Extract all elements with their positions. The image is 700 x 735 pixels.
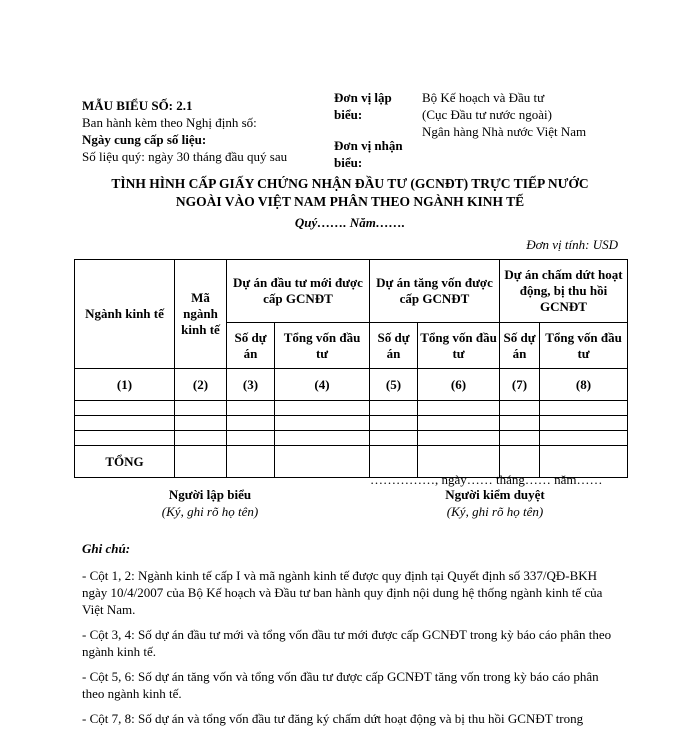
note-item: - Cột 1, 2: Ngành kinh tế cấp I và mã ngành kinh tế được quy định tại Quyết định số 337/QĐ-BKH ngày 10/4/2007 của Bộ Kế hoạch và Đầu tư ban hành quy định nội dung hệ thống ngành kinh tế của Việt Nam. <box>82 568 603 617</box>
sub-count-new: Số dự án <box>227 323 275 369</box>
reviewer-signature <box>410 486 580 520</box>
header-row-1 <box>75 260 628 323</box>
sub-capital-increase: Tổng vốn đầu tư <box>418 323 500 369</box>
signature-date: ……………, ngày…… tháng…… năm…… <box>370 472 603 487</box>
reporting-unit-2: (Cục Đầu tư nước ngoài) <box>422 107 552 122</box>
preparer-signature <box>140 486 280 520</box>
form-issued: Ban hành kèm theo Nghị định số: <box>82 115 257 130</box>
col-number: (8) <box>540 369 628 401</box>
note-item: - Cột 5, 6: Số dự án tăng vốn và tổng vốn đầu tư được cấp GCNĐT tăng vốn trong kỳ báo cáo phân theo ngành kinh tế. <box>82 669 599 701</box>
group-terminated-header: Dự án chấm dứt hoạt động, bị thu hồi GCNĐT <box>500 260 628 323</box>
report-period: Quý……. Năm……. <box>294 215 406 230</box>
currency-unit: Đơn vị tính: USD <box>526 237 618 252</box>
receiving-label-2: biểu: <box>334 155 363 170</box>
col-number: (4) <box>275 369 370 401</box>
col-number: (5) <box>370 369 418 401</box>
preparer-title: Người lập biểu <box>168 487 252 502</box>
report-table <box>74 259 628 478</box>
col-number: (1) <box>75 369 175 401</box>
col-sector-header: Ngành kinh tế <box>75 260 175 369</box>
reporting-unit-1: Bộ Kế hoạch và Đầu tư <box>422 90 545 105</box>
reviewer-note: (Ký, ghi rõ họ tên) <box>446 504 544 519</box>
note-item: - Cột 3, 4: Số dự án đầu tư mới và tổng vốn đầu tư mới được cấp GCNĐT trong kỳ báo cáo phân theo ngành kinh tế. <box>82 627 612 659</box>
title-line-2: NGOÀI VÀO VIỆT NAM PHÂN THEO NGÀNH KINH TẾ <box>175 194 525 209</box>
total-label: TỔNG <box>75 446 175 478</box>
receiving-unit: Ngân hàng Nhà nước Việt Nam <box>422 124 587 139</box>
table-row <box>75 416 628 431</box>
col-number: (6) <box>418 369 500 401</box>
form-info <box>82 97 287 165</box>
col-number: (7) <box>500 369 540 401</box>
preparer-note: (Ký, ghi rõ họ tên) <box>161 504 259 519</box>
reviewer-title: Người kiểm duyệt <box>445 487 545 502</box>
reporting-label-2: biểu: <box>334 107 363 122</box>
unit-values <box>422 89 586 140</box>
column-number-row <box>75 369 628 401</box>
table-row <box>75 431 628 446</box>
title-line-1: TÌNH HÌNH CẤP GIẤY CHỨNG NHẬN ĐẦU TƯ (GCNĐT) TRỰC TIẾP NƯỚC <box>111 176 589 191</box>
receiving-label-1: Đơn vị nhận <box>334 138 403 153</box>
notes-heading: Ghi chú: <box>82 541 131 556</box>
sub-capital-terminated: Tổng vốn đầu tư <box>540 323 628 369</box>
supply-label: Ngày cung cấp số liệu: <box>82 132 207 147</box>
notes-section <box>82 540 622 735</box>
sub-capital-new: Tổng vốn đầu tư <box>275 323 370 369</box>
col-code-header: Mã ngành kinh tế <box>175 260 227 369</box>
sub-count-terminated: Số dự án <box>500 323 540 369</box>
note-item: - Cột 7, 8: Số dự án và tổng vốn đầu tư đăng ký chấm dứt hoạt động và bị thu hồi GCNĐT trong <box>82 711 584 726</box>
table-row <box>75 401 628 416</box>
group-new-header: Dự án đầu tư mới được cấp GCNĐT <box>227 260 370 323</box>
form-code: MẪU BIỂU SỐ: 2.1 <box>82 98 193 113</box>
sub-count-increase: Số dự án <box>370 323 418 369</box>
reporting-label-1: Đơn vị lập <box>334 90 392 105</box>
supply-value: Số liệu quý: ngày 30 tháng đầu quý sau <box>82 149 288 164</box>
report-title <box>0 175 700 211</box>
col-number: (3) <box>227 369 275 401</box>
col-number: (2) <box>175 369 227 401</box>
group-increase-header: Dự án tăng vốn được cấp GCNĐT <box>370 260 500 323</box>
unit-labels <box>334 89 403 171</box>
